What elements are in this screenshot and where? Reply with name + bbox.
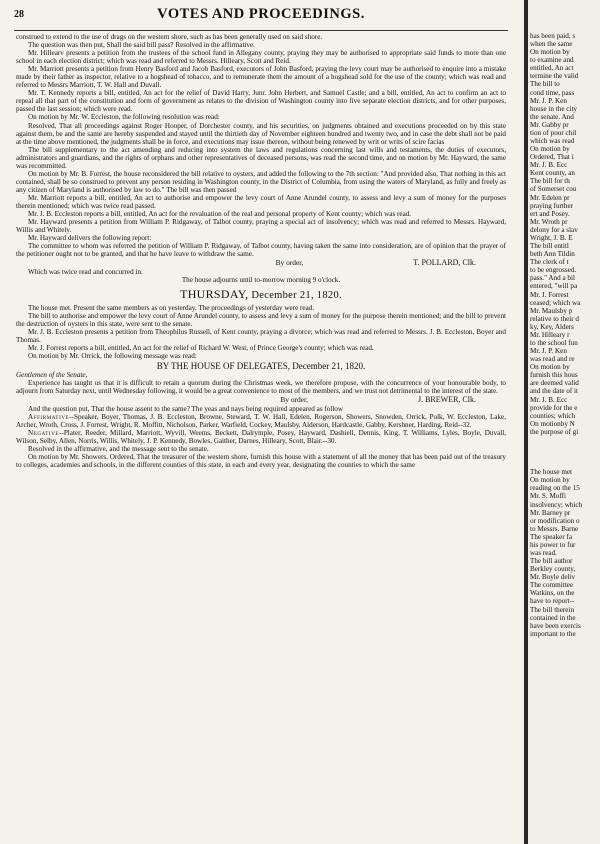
signature-pollard [16, 259, 476, 267]
adjacent-line: ceased; which wa [530, 298, 581, 307]
adjacent-line: to examine and [530, 56, 574, 65]
adjacent-line: Mr. Wroth pr [530, 217, 568, 226]
adjacent-line: insolvency; which [530, 500, 583, 509]
adjacent-line: cond time, pass [530, 88, 575, 97]
adjacent-line: ky, Key, Alders [530, 322, 574, 331]
paragraph: On motion by Mr. W. Eccleston, the following resolution was read: [28, 113, 220, 122]
proceedings-mid [16, 268, 506, 284]
adjacent-line: Mr. J. Forrest [530, 290, 569, 299]
day-heading [16, 287, 506, 302]
adjacent-line [530, 460, 600, 468]
message-text: Experience has taught us that it is difficult to retain a quorum during the Christmas week, we therefore propose, with the concurrence of your honourable body, to adjourn from Saturday next, until Wednesday following, it would be a great convenience to most of the members, and we trust not detrimental to the interest of the state. [16, 378, 506, 395]
adjacent-line: The bill therein [530, 605, 575, 614]
adjacent-line: Ordered, That i [530, 153, 574, 162]
paragraph: The bill supplementary to the act amending and reducing into system the laws and regulations concerning last wills and testaments, the duties of executors, administrators and guardians, and the rights of orphans and other representatives of deceased persons, was read the second time, and on motion by Mr. Hayward, the same was recommitted. [16, 145, 506, 170]
paragraph: Which was twice read and concurred in. [28, 268, 143, 277]
adjacent-line: Mr. Boyle deliv [530, 573, 576, 582]
paragraph: Resolved, That all proceedings against Roger Hooper, of Dorchester county, and his securities, on judgments obtained and executions proceeded on by this state against them, be and the same are hereby suspended and stayed until the thirtieth day of November eighteen hundred and twenty two, and in case the debt shall not be paid at the time above mentioned, the judgments shall be in force, and executions may issue thereon, without being renewed by writ or writs of scire facias [16, 121, 506, 146]
adjacent-line: and the date of it [530, 387, 578, 396]
adjacent-line: The committee [530, 581, 574, 590]
paragraph: Mr. Hayward presents a petition from William P. Ridgaway, of Talbot county, praying a special act of insolvency; which was read and referred to Messrs. Hayward, Willis and Whitely. [16, 218, 506, 235]
by-order-label: By order, [280, 395, 308, 405]
adjacent-line: was read and re [530, 355, 575, 364]
adjacent-line: ert and Posey. [530, 209, 570, 218]
page-title: VOTES AND PROCEEDINGS. [157, 6, 365, 22]
adjacent-line [530, 436, 600, 444]
adjacent-line: entered, "will pa [530, 282, 578, 291]
adjacent-line [530, 444, 600, 452]
adjacent-line: praying further [530, 201, 574, 210]
adjacent-line: counties; which [530, 411, 576, 420]
adjacent-line: tion of poor chil [530, 128, 577, 137]
paragraph: Mr. Marriott presents a petition from Henry Basford and Jacob Basford, executors of John Basford, praying the levy court may be authorised to enquire into a mistake made by their father as inspector, relative to a hogshead of tobacco, and to remunerate them the amount of a hogshead sold for the use of the county; which was read and referred to Messrs Marriott, T. W. Hall and Duvall. [16, 65, 506, 90]
adjacent-line: The bill to [530, 80, 560, 89]
adjacent-line: Mr. J. P. Ken [530, 347, 567, 356]
adjacent-line: On motion by [530, 48, 570, 57]
negative-label: Negative [28, 429, 60, 438]
paragraph: On motion by Mr. Orrick, the following message was read: [28, 351, 197, 360]
page-body [16, 33, 506, 469]
adjacent-line: his power to fur [530, 540, 576, 549]
paragraph: The question was then put, Shall the said bill pass? Resolved in the affirmative. [28, 41, 255, 50]
adjacent-line: reading on the 15 [530, 484, 580, 493]
adjacent-line [530, 452, 600, 460]
adjacent-line: relative to their d [530, 314, 579, 323]
adjacent-line: On motion by [530, 363, 570, 372]
by-order-label: By order, [275, 258, 304, 268]
paragraph: The house adjourns until to-morrow morning 9 o'clock. [181, 276, 341, 285]
adjacent-line: contained in the [530, 613, 576, 622]
adjacent-line: Mr. Edelen pr [530, 193, 570, 202]
adjacent-line: Mr. J. B. Ecc [530, 395, 568, 404]
adjacent-page [528, 0, 600, 844]
running-header [14, 6, 508, 31]
adjacent-line: important to the [530, 629, 576, 638]
adjacent-page-text [528, 0, 600, 638]
adjacent-line: to the school fun [530, 338, 578, 347]
adjacent-line: have been exercis [530, 621, 581, 630]
adjacent-line: pass." And a bil [530, 274, 575, 283]
adjacent-line: to be engrossed. [530, 266, 577, 275]
adjacent-line: Berkley county, [530, 565, 576, 574]
adjacent-line: On motion by [530, 476, 570, 485]
adjacent-line: The house met [530, 468, 573, 477]
adjacent-line: beth Ann Tildin [530, 250, 575, 259]
adjacent-line: Mr. Gabby pr [530, 120, 569, 129]
paragraph: Resolved in the affirmative, and the message sent to the senate. [28, 445, 209, 454]
paragraph: The committee to whom was referred the petition of William P. Ridgaway, of Talbot county, having taken the same into consideration, are of opinion that the prayer of the petitioner ought not to be granted, and that he have leave to withdraw the same. [16, 242, 506, 259]
message-heading: BY THE HOUSE OF DELEGATES, December 21, 1820. [156, 360, 366, 371]
day-name: THURSDAY, [180, 287, 249, 302]
adjacent-line: have to report-- [530, 597, 575, 606]
adjacent-line: when the same [530, 40, 573, 49]
adjacent-line: was read. [530, 549, 557, 557]
adjacent-line: Mr. Barney pr [530, 508, 571, 517]
message-address: Gentlemen of the Senate, [16, 370, 88, 379]
adjacent-line: termine the valid [530, 72, 579, 81]
adjacent-line: to Messrs. Barne [530, 524, 579, 533]
paragraph: Mr. Hillearv presents a petition from the trustees of the school fund in Allegany county, praying they may be authorised to appropriate said funds to more than one school in each election district; which was read and referred to Messrs. Hilleary, Scott and Reid. [16, 49, 506, 66]
clerk-name: T. POLLARD, Clk. [413, 258, 476, 268]
adjacent-line: On motionby N [530, 419, 575, 428]
adjacent-line: are deemed valid [530, 379, 579, 388]
adjacent-line: entitled, An act [530, 64, 574, 73]
adjacent-line: Watkins, on the [530, 589, 575, 598]
page-number: 28 [14, 9, 24, 20]
adjacent-line: Kent county, an [530, 169, 575, 178]
adjacent-line: The speaker fa [530, 532, 573, 541]
paragraph: On motion by Mr. B. Forrest, the house reconsidered the bill relative to oysters, and added the following to the 7th section: "And provided also, That nothing in this act contained, shall be so construed to prevent any person residing in Washington county, in the District of Columbia, from using the waters of Maryland, as fully and freely as any citizen of Maryland is authorised by law to do." The bill was then passed [16, 169, 506, 194]
clerk-name: J. BREWER, Clk. [417, 395, 476, 405]
adjacent-line: Mr. Maulsby p [530, 306, 573, 315]
adjacent-line: Mr. J. P. Ken [530, 96, 567, 105]
paragraph: Mr. Marriott reports a bill, entitled, An act to authorise and empower the levy court of Anne Arundel county, to assess and levy a sum of money for the purposes therein mentioned; which was twice read passed. [16, 193, 506, 210]
adjacent-line: or modification o [530, 516, 580, 525]
adjacent-line: The clerk of t [530, 258, 569, 267]
negative-names: --Plater, Reeder, Millard, Marriott, Wyvill, Weems, Beckett, Dalrymple, Posey, Hayward, Dashiell, Dennis, King, T. Williams, Lyles, Boyle, Duvall, Wilson, Selby, Allen, Norris, Willis, Whitely, J. P. Kennedy, Bowles, Gaither, Darnes, Hilleary, Scott, Blair.--30. [16, 429, 506, 446]
adjacent-line: the senate. And [530, 112, 574, 121]
negative-votes [16, 429, 506, 445]
adjacent-line: of Somerset cou [530, 185, 577, 194]
proceedings-top [16, 33, 506, 258]
adjacent-line: Mr. J. B. Ecc [530, 161, 568, 170]
paragraph: construed to extend to the use of drags on the western shore, such as has been generally used on said shore. [16, 33, 323, 41]
affirmative-names: --Speaker, Boyer, Thomas, J. B. Eccleston, Browne, Steward, T. W. Hall, Edelen, Rogerson, Showers, Snowden, Orrick, Polk, W. Eccleston, Lake, Archer, Wroth, Cross, J. Forrest, Wright, R. Moffitt, Nicholson, Parker, Warfield, Cockey, Maulsby, Alderson, Hardcastle, Gabby, Kershner, Harding, Reid--32. [16, 413, 506, 430]
adjacent-line: has been paid, s [530, 32, 576, 40]
affirmative-label: Affirmative [28, 413, 70, 422]
adjacent-line: house in the city [530, 104, 577, 113]
proceedings-day [16, 304, 506, 360]
adjacent-line: The bill for th [530, 177, 570, 186]
paragraph: Mr. Hayward delivers the following report: [28, 234, 152, 243]
adjacent-line: The bill author [530, 557, 573, 566]
adjacent-line: On motion by [530, 145, 570, 154]
paragraph: Mr. J. B. Eccleston presents a petition from Theophilus Russell, of Kent county, praying a divorce; which was read and referred to Messrs. J. B. Eccleston, Boyer and Thomas. [16, 327, 506, 344]
adjacent-line: Mr. Hilleary r [530, 330, 570, 339]
day-date: December 21, 1820. [251, 290, 342, 302]
affirmative-votes [16, 413, 506, 429]
adjacent-line: provide for the e [530, 403, 578, 412]
adjacent-line: which was read [530, 137, 575, 146]
paragraph: Mr. T. Kennedy reports a bill, entitled, An act for the relief of David Harry, Junr. John Herbert, and Samuel Castle; and a bill, entitled, An act to confirm an act to repeal all that part of the constitution and form of government as relates to the division of Washington county into five separate election districts, and for other purposes, passed the last session; which were read. [16, 89, 506, 114]
adjacent-line: the purpose of gi [530, 427, 579, 436]
adjacent-line: The bill entitl [530, 242, 569, 251]
adjacent-line: furnish this hous [530, 371, 578, 380]
paragraph: Mr. J. Forrest reports a bill, entitled, An act for the relief of Richard W. West, of Prince George's county; which was read. [28, 343, 374, 352]
adjacent-line: Mr. S. Moffi [530, 492, 566, 501]
paragraph: The bill to authorise and empower the levy court of Anne Arundel county, to assess and levy a sum of money for the purpose therein mentioned; and the bill to prevent the destruction of oysters in this state, were sent to the senate. [16, 311, 506, 328]
adjacent-line: Wright, J. B. E [530, 233, 573, 242]
adjacent-line: delony for a slav [530, 225, 578, 234]
proceedings-end [16, 445, 506, 469]
signature-brewer [16, 396, 476, 404]
paragraph: The house met. Present the same members as on yesterday. The proceedings of yesterday were read. [28, 303, 315, 312]
paragraph: On motion by Mr. Showers, Ordered, That the treasurer of the western shore, furnish this house with a statement of all the money that has been paid out of the treasury to colleges, academies and schools, in the different counties of this state, in each and every year, designating the counties to which the same [16, 453, 506, 470]
paragraph: Mr. J. B. Eccleston reports a bill, entitled, An act for the revaluation of the real and personal property of Kent county; which was read. [28, 210, 412, 219]
question-text: And the question put, That the house assent to the same? The yeas and nays being required appeared as follow [28, 405, 344, 414]
